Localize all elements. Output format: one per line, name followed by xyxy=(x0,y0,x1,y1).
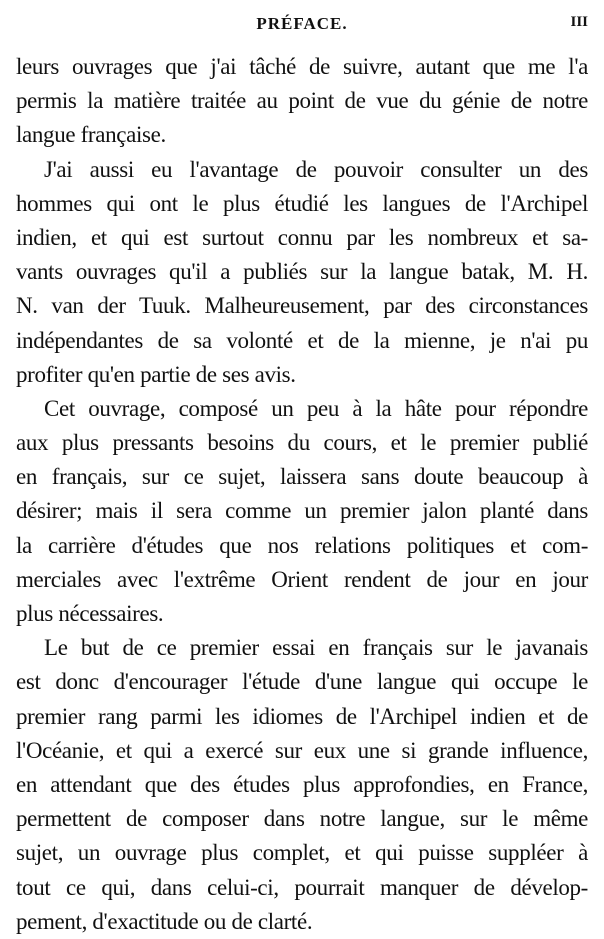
text-line: hommes qui ont le plus étudié les langues de l'Archipel xyxy=(16,190,588,216)
text-line: N. van der Tuuk. Malheureusement, par des circonstances xyxy=(16,293,588,319)
text-line: l'Océanie, et qui a exercé sur eux une si grande influence, xyxy=(16,737,588,763)
text-line: vants ouvrages qu'il a publiés sur la langue batak, M. H. xyxy=(16,259,588,285)
body-text xyxy=(16,50,588,939)
text-line: aux plus pressants besoins du cours, et le premier publié xyxy=(16,430,588,456)
text-line: profiter qu'en partie de ses avis. xyxy=(16,361,296,387)
text-line: premier rang parmi les idiomes de l'Archipel indien et de xyxy=(16,703,588,729)
text-line: pement, d'exactitude ou de clarté. xyxy=(16,908,313,934)
text-line: sujet, un ouvrage plus complet, et qui puisse suppléer à xyxy=(16,840,588,866)
text-line: langue française. xyxy=(16,122,166,148)
text-line: permis la matière traitée au point de vue du génie de notre xyxy=(16,88,588,114)
text-line: J'ai aussi eu l'avantage de pouvoir consulter un des xyxy=(44,156,588,182)
page-number: III xyxy=(570,14,588,30)
text-line: en attendant que des études plus approfondies, en France, xyxy=(16,771,588,797)
text-line: permettent de composer dans notre langue, sur le même xyxy=(16,806,588,832)
running-header xyxy=(0,14,604,42)
text-line: plus nécessaires. xyxy=(16,601,164,626)
running-title: PRÉFACE. xyxy=(256,14,348,33)
text-line: Cet ouvrage, composé un peu à la hâte pour répondre xyxy=(44,395,588,421)
text-line: indépendantes de sa volonté et de la mienne, je n'ai pu xyxy=(16,327,588,353)
text-line: merciales avec l'extrême Orient rendent de jour en jour xyxy=(16,566,588,592)
text-line: est donc d'encourager l'étude d'une langue qui occupe le xyxy=(16,669,588,695)
text-line: leurs ouvrages que j'ai tâché de suivre, autant que me l'a xyxy=(16,54,588,79)
text-line: désirer; mais il sera comme un premier jalon planté dans xyxy=(16,498,588,524)
text-line: tout ce qui, dans celui-ci, pourrait manquer de dévelop- xyxy=(16,874,588,900)
text-line: indien, et qui est surtout connu par les nombreux et sa- xyxy=(16,224,588,250)
text-line: en français, sur ce sujet, laissera sans doute beaucoup à xyxy=(16,464,588,490)
text-line: la carrière d'études que nos relations politiques et com- xyxy=(16,532,588,558)
text-line: Le but de ce premier essai en français sur le javanais xyxy=(44,635,588,661)
